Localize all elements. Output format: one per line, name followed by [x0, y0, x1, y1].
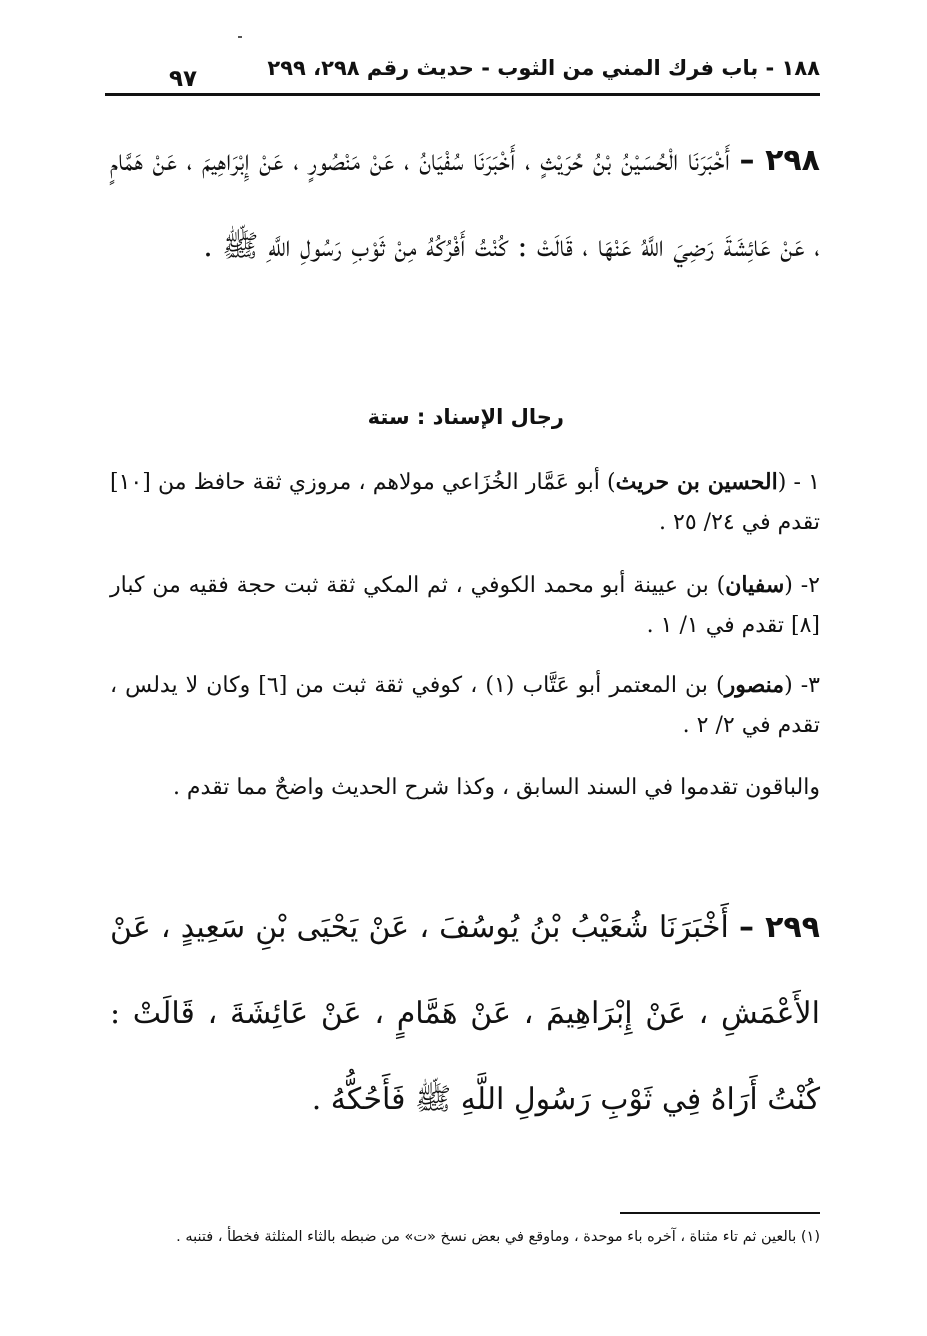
narrator-item [110, 665, 820, 746]
narrator-item [110, 462, 820, 543]
narrator-name: منصور [724, 672, 785, 698]
hadith-number: ٢٩٨ – [739, 143, 820, 178]
narrator-name: سفيان [725, 572, 785, 598]
hadith-299 [110, 885, 820, 1143]
hadith-text: أَخْبَرَنَا الْحُسَيْنُ بْنُ حُرَيْثٍ ، أَخْبَرَنَا سُفْيَانُ ، عَنْ مَنْصُورٍ ، عَنْ إِبْرَاهِيمَ ، عَنْ هَمَّامٍ ، عَنْ عَائِشَةَ رَضِيَ اللَّهُ عَنْهَا ، قَالَتْ : كُنْتُ أَفْرُكُهُ مِنْ ثَوْبِ رَسُولِ اللَّهِ ﷺ . [110, 143, 820, 264]
hadith-number: ٢٩٩ – [739, 910, 820, 945]
narrator-prefix: ١ - ( [777, 470, 820, 495]
hadith-298 [110, 118, 820, 290]
narrator-details: ) بن عيينة أبو محمد الكوفي ، ثم المكي ثقة ثبت حجة فقيه من كبار [٨] تقدم في ١/ ١ . [110, 573, 820, 638]
footnote-rule [620, 1212, 820, 1214]
closing-paragraph: والباقون تقدموا في السند السابق ، وكذا شرح الحديث واضحٌ مما تقدم . [172, 775, 820, 800]
narrator-item [110, 565, 820, 646]
narrator-details: ) أبو عَمَّار الخُزَاعي مولاهم ، مروزي ثقة حافظ من [١٠] تقدم في ٢٤/ ٢٥ . [110, 470, 820, 535]
narrator-details: ) بن المعتمر أبو عَتَّاب (١) ، كوفي ثقة ثبت من [٦] وكان لا يدلس ، تقدم في ٢/ ٢ . [110, 673, 820, 738]
scan-speck [238, 36, 242, 38]
narrator-prefix: ٣- ( [784, 673, 820, 698]
running-title: ١٨٨ - باب فرك المني من الثوب - حديث رقم ٢٩٨، ٢٩٩ [267, 56, 820, 80]
page-number: ٩٧ [163, 66, 203, 92]
page-header [105, 48, 820, 100]
header-rule [105, 93, 820, 96]
narrators-heading: رجال الإسناد : ستة [367, 405, 564, 429]
narrator-prefix: ٢- ( [784, 573, 820, 598]
narrator-name: الحسين بن حريث [615, 469, 778, 495]
hadith-text: أَخْبَرَنَا شُعَيْبُ بْنُ يُوسُفَ ، عَنْ يَحْيَى بْنِ سَعِيدٍ ، عَنْ الأَعْمَشِ ، عَنْ إِبْرَاهِيمَ ، عَنْ هَمَّامٍ ، عَنْ عَائِشَةَ ، قَالَتْ : كُنْتُ أَرَاهُ فِي ثَوْبِ رَسُولِ اللَّهِ ﷺ فَأَحُكُّهُ . [110, 910, 820, 1117]
footnote: (١) بالعين ثم تاء مثناة ، آخره باء موحدة ، وماوقع في بعض نسخ «ت» من ضبطه بالثاء المثلثة فخطأ ، فتنبه . [176, 1229, 820, 1245]
